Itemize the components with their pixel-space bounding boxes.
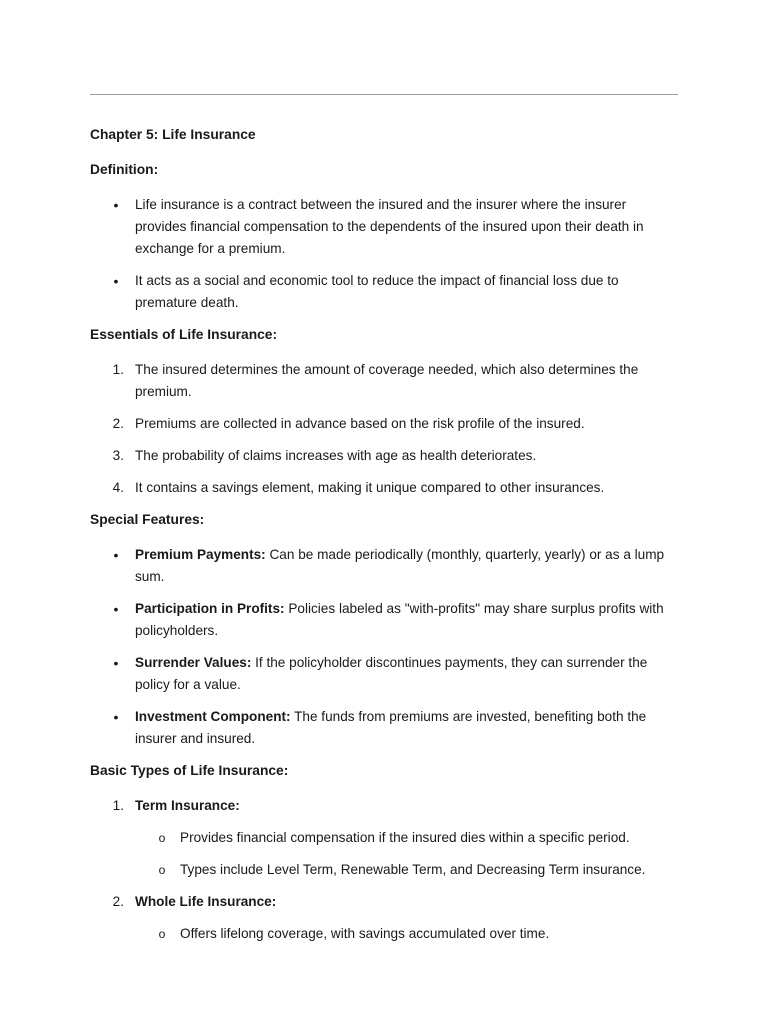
item-number: 2. [112, 894, 124, 909]
feature-item [90, 598, 680, 642]
bullet-icon: • [113, 273, 119, 289]
item-number: 1. [112, 362, 124, 377]
feature-item [90, 544, 680, 588]
definition-bullet [90, 194, 680, 260]
essentials-text: The probability of claims increases with age as health deteriorates. [135, 448, 537, 463]
essentials-item [90, 413, 680, 435]
type-sub-item [90, 923, 680, 945]
circle-bullet-icon: o [158, 927, 166, 941]
essentials-text: Premiums are collected in advance based on the risk profile of the insured. [135, 416, 585, 431]
item-number: 1. [112, 798, 124, 813]
type-sub-item [90, 827, 680, 849]
type-label: Whole Life Insurance: [135, 894, 277, 909]
bullet-icon: • [113, 601, 119, 617]
type-item [90, 795, 680, 817]
bullet-icon: • [113, 197, 119, 213]
bullet-icon: • [113, 655, 119, 671]
essentials-heading: Essentials of Life Insurance: [90, 327, 278, 342]
bullet-icon: • [113, 709, 119, 725]
type-label: Term Insurance: [135, 798, 240, 813]
feature-text: The funds from premiums are invested, benefiting both the insurer and insured. [135, 709, 647, 746]
circle-bullet-icon: o [158, 831, 166, 845]
type-sub-item [90, 859, 680, 881]
essentials-item [90, 359, 680, 403]
item-number: 2. [112, 416, 124, 431]
essentials-item [90, 445, 680, 467]
type-sub-text: Provides financial compensation if the insured dies within a specific period. [180, 830, 630, 845]
definition-bullet [90, 270, 680, 314]
essentials-text: The insured determines the amount of coverage needed, which also determines the premium. [135, 362, 639, 399]
item-number: 4. [112, 480, 124, 495]
essentials-text: It contains a savings element, making it unique compared to other insurances. [135, 480, 605, 495]
type-sub-text: Types include Level Term, Renewable Term, and Decreasing Term insurance. [180, 862, 646, 877]
feature-item [90, 652, 680, 696]
feature-label: Premium Payments: [135, 547, 266, 562]
circle-bullet-icon: o [158, 863, 166, 877]
definition-text: Life insurance is a contract between the insured and the insurer where the insurer provides financial compensation to the dependents of the insured upon their death in exchange for a premium. [135, 197, 644, 256]
item-number: 3. [112, 448, 124, 463]
types-heading: Basic Types of Life Insurance: [90, 763, 289, 778]
feature-label: Surrender Values: [135, 655, 252, 670]
header-divider [90, 94, 678, 95]
essentials-item [90, 477, 680, 499]
definition-text: It acts as a social and economic tool to reduce the impact of financial loss due to premature death. [135, 273, 619, 310]
feature-text: Can be made periodically (monthly, quarterly, yearly) or as a lump sum. [135, 547, 665, 584]
feature-label: Participation in Profits: [135, 601, 285, 616]
features-heading: Special Features: [90, 512, 205, 527]
feature-text: Policies labeled as "with-profits" may share surplus profits with policyholders. [135, 601, 664, 638]
feature-item [90, 706, 680, 750]
type-item [90, 891, 680, 913]
definition-heading: Definition: [90, 162, 159, 177]
document-body [90, 124, 680, 955]
feature-label: Investment Component: [135, 709, 291, 724]
chapter-title: Chapter 5: Life Insurance [90, 127, 256, 142]
type-sub-text: Offers lifelong coverage, with savings accumulated over time. [180, 926, 550, 941]
feature-text: If the policyholder discontinues payments, they can surrender the policy for a value. [135, 655, 648, 692]
bullet-icon: • [113, 547, 119, 563]
